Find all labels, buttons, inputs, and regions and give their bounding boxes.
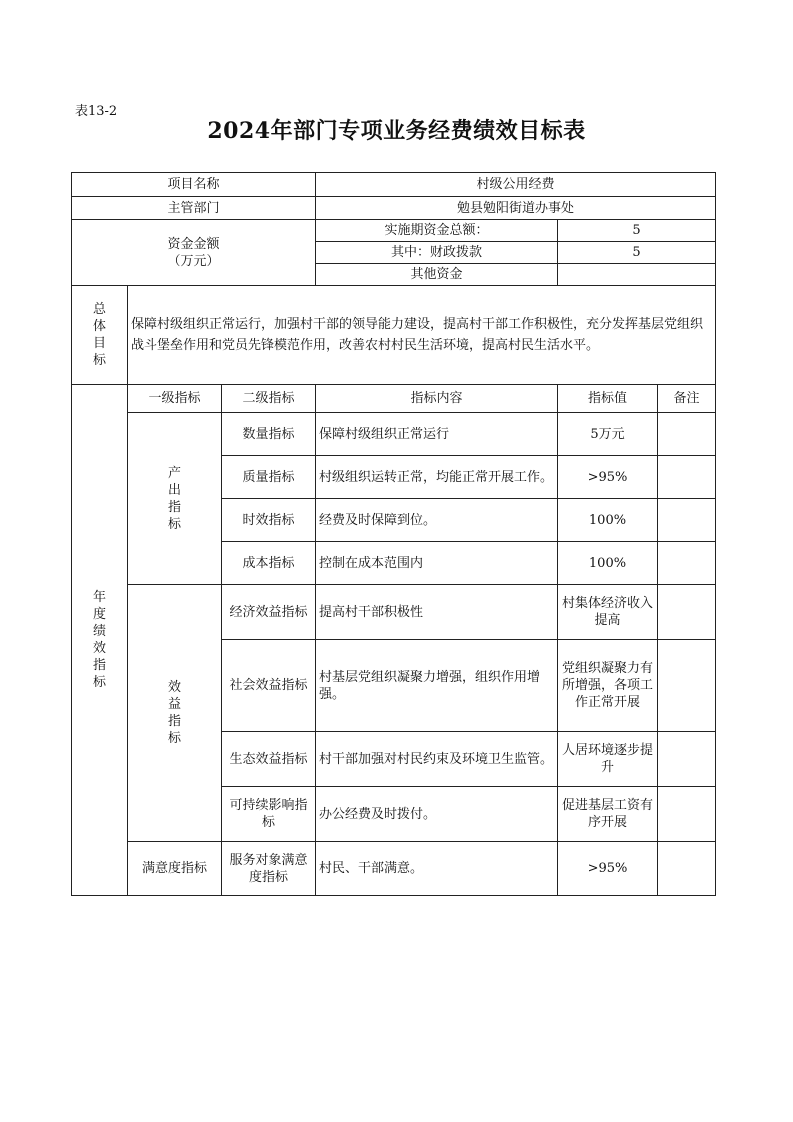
indicator-value: 党组织凝聚力有所增强，各项工作正常开展 xyxy=(558,640,658,732)
indicator-value: 村集体经济收入提高 xyxy=(558,585,658,640)
indicator-content: 提高村干部积极性 xyxy=(316,585,558,640)
goal-label-char: 总 xyxy=(92,302,106,317)
fund-total-row xyxy=(72,220,716,242)
satisfaction-label: 满意度指标 xyxy=(128,842,222,896)
fund-label-line-1: 资金金额 xyxy=(167,236,220,252)
project-name-row xyxy=(72,173,716,197)
indicator-value: 促进基层工资有序开展 xyxy=(558,787,658,842)
header-row xyxy=(72,385,716,413)
indicator-value: 5万元 xyxy=(558,413,658,456)
indicator-name: 可持续影响指标 xyxy=(222,787,316,842)
output-label-char: 出 xyxy=(167,482,181,498)
dept-label: 主管部门 xyxy=(72,197,316,220)
fund-other-label: 其他资金 xyxy=(316,264,558,286)
indicator-remark xyxy=(658,456,716,499)
dept-value: 勉县勉阳街道办事处 xyxy=(316,197,716,220)
fund-total-value: 5 xyxy=(558,220,716,242)
annual-label-char: 标 xyxy=(92,675,106,690)
goal-label-char: 目 xyxy=(92,336,106,351)
indicator-name: 服务对象满意度指标 xyxy=(222,842,316,896)
dept-row xyxy=(72,197,716,220)
indicator-remark xyxy=(658,732,716,787)
indicator-name: 社会效益指标 xyxy=(222,640,316,732)
indicator-remark xyxy=(658,585,716,640)
indicator-content: 村级组织运转正常，均能正常开展工作。 xyxy=(316,456,558,499)
indicator-name: 时效指标 xyxy=(222,499,316,542)
header-value: 指标值 xyxy=(558,385,658,413)
indicator-name: 数量指标 xyxy=(222,413,316,456)
indicator-content: 村基层党组织凝聚力增强，组织作用增强。 xyxy=(316,640,558,732)
annual-label-char: 度 xyxy=(92,607,106,622)
benefit-label-char: 标 xyxy=(167,731,181,746)
indicator-remark xyxy=(658,640,716,732)
annual-label-char: 绩 xyxy=(92,624,106,639)
indicator-content: 控制在成本范围内 xyxy=(316,542,558,585)
benefit-label-char: 效 xyxy=(167,680,181,695)
indicator-value: >95% xyxy=(558,842,658,896)
header-level2: 二级指标 xyxy=(222,385,316,413)
indicator-content: 村干部加强对村民约束及环境卫生监管。 xyxy=(316,732,558,787)
benefit-label-char: 指 xyxy=(167,714,181,729)
header-remark: 备注 xyxy=(658,385,716,413)
table-row xyxy=(72,585,716,640)
indicator-remark xyxy=(658,787,716,842)
indicator-value: 人居环境逐步提升 xyxy=(558,732,658,787)
project-name-label: 项目名称 xyxy=(72,173,316,197)
indicator-value: >95% xyxy=(558,456,658,499)
goal-text: 保障村级组织正常运行，加强村干部的领导能力建设，提高村干部工作积极性，充分发挥基层党组织战斗堡垒作用和党员先锋模范作用，改善农村村民生活环境，提高村民生活水平。 xyxy=(128,286,716,385)
output-label xyxy=(128,413,222,585)
header-level1: 一级指标 xyxy=(128,385,222,413)
indicator-remark xyxy=(658,842,716,896)
fund-label-line-2: （万元） xyxy=(167,253,220,269)
table-row xyxy=(72,842,716,896)
annual-label-char: 年 xyxy=(92,590,106,605)
output-label-char: 指 xyxy=(167,499,181,515)
goal-label-char: 标 xyxy=(92,353,106,368)
indicator-value: 100% xyxy=(558,542,658,585)
benefit-label-char: 益 xyxy=(167,697,181,712)
annual-label-char: 效 xyxy=(92,641,106,656)
indicator-content: 办公经费及时拨付。 xyxy=(316,787,558,842)
indicator-name: 质量指标 xyxy=(222,456,316,499)
indicator-content: 保障村级组织正常运行 xyxy=(316,413,558,456)
table-row xyxy=(72,413,716,456)
indicator-remark xyxy=(658,413,716,456)
annual-label xyxy=(72,385,128,896)
goal-label xyxy=(72,286,128,385)
indicator-name: 生态效益指标 xyxy=(222,732,316,787)
fund-fiscal-label: 其中：财政拨款 xyxy=(316,242,558,264)
goal-label-char: 体 xyxy=(92,319,106,334)
indicator-value: 100% xyxy=(558,499,658,542)
table-number: 表13-2 xyxy=(75,104,118,119)
performance-target-table xyxy=(71,172,716,896)
page-title: 2024年部门专项业务经费绩效目标表 xyxy=(207,118,586,144)
indicator-content: 村民、干部满意。 xyxy=(316,842,558,896)
fund-fiscal-value: 5 xyxy=(558,242,716,264)
fund-other-value xyxy=(558,264,716,286)
goal-row xyxy=(72,286,716,385)
indicator-remark xyxy=(658,499,716,542)
fund-total-label: 实施期资金总额： xyxy=(316,220,558,242)
benefit-label xyxy=(128,585,222,842)
project-name-value: 村级公用经费 xyxy=(316,173,716,197)
indicator-content: 经费及时保障到位。 xyxy=(316,499,558,542)
indicator-name: 成本指标 xyxy=(222,542,316,585)
output-label-char: 产 xyxy=(167,465,181,481)
header-content: 指标内容 xyxy=(316,385,558,413)
output-label-char: 标 xyxy=(167,516,181,532)
annual-label-char: 指 xyxy=(92,658,106,673)
indicator-remark xyxy=(658,542,716,585)
fund-label xyxy=(72,220,316,286)
indicator-name: 经济效益指标 xyxy=(222,585,316,640)
